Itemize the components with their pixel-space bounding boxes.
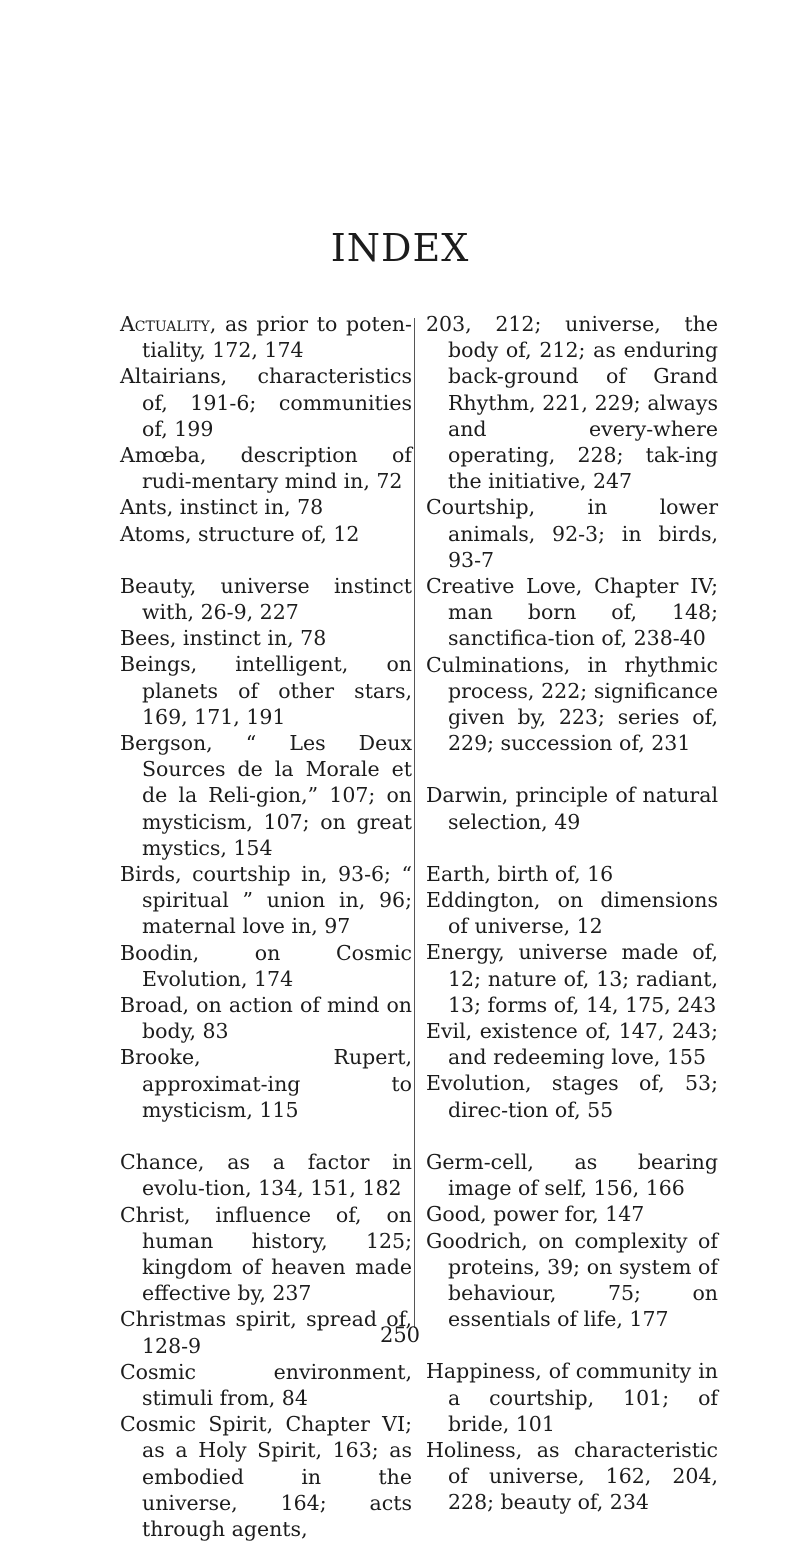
- index-entry-text: Eddington, on dimensions of universe, 12: [426, 888, 718, 939]
- index-entry: [120, 651, 412, 730]
- index-entry: [120, 625, 412, 651]
- index-entry: [120, 573, 412, 625]
- index-entry: [120, 521, 412, 547]
- index-entry: [426, 782, 718, 834]
- index-entry-text: Creative Love, Chapter IV; man born of, 148; sanctifica-tion of, 238-40: [426, 574, 718, 651]
- index-entry: [426, 1018, 718, 1070]
- index-entry: [120, 992, 412, 1044]
- index-entry: [120, 730, 412, 861]
- index-entry-headword: Actuality: [120, 312, 210, 336]
- index-entry-text: , as prior to poten-tiality, 172, 174: [142, 312, 412, 363]
- index-entry-text: 203, 212; universe, the body of, 212; as enduring back-ground of Grand Rhythm, 221, 229; always and every-where operating, 228; tak-ing the initiative, 247: [426, 312, 718, 494]
- index-entry-text: Holiness, as characteristic of universe, 162, 204, 228; beauty of, 234: [426, 1437, 718, 1515]
- index-entry-text: Darwin, principle of natural selection, 49: [426, 783, 718, 834]
- index-entry: [120, 1411, 412, 1542]
- index-entry-text: Cosmic Spirit, Chapter VI; as a Holy Spirit, 163; as embodied in the universe, 164; acts through agents,: [120, 1412, 412, 1541]
- index-entry-text: Good, power for, 147: [426, 1202, 645, 1227]
- index-entry-text: Christ, influence of, on human history, 125; kingdom of heaven made effective by, 237: [120, 1202, 412, 1306]
- index-entry-text: Evolution, stages of, 53; direc-tion of, 55: [426, 1071, 718, 1122]
- index-entry-text: Bees, instinct in, 78: [120, 626, 327, 651]
- index-entry-text: Happiness, of community in a courtship, 101; of bride, 101: [426, 1359, 718, 1436]
- index-entry: [120, 363, 412, 442]
- index-entry-text: Cosmic environment, stimuli from, 84: [120, 1359, 412, 1410]
- index-entry: [426, 1437, 718, 1516]
- index-entry: [426, 1149, 718, 1201]
- index-entry: [426, 494, 718, 573]
- index-entry-text: Chance, as a factor in evolu-tion, 134, 151, 182: [120, 1150, 412, 1201]
- index-entry-text: Courtship, in lower animals, 92-3; in birds, 93-7: [426, 495, 718, 572]
- index-entry-text: Altairians, characteristics of, 191-6; communities of, 199: [120, 364, 412, 441]
- index-entry-text: Christmas spirit, spread of, 128-9: [120, 1307, 412, 1358]
- index-entry-text: Beings, intelligent, on planets of other stars, 169, 171, 191: [120, 652, 412, 729]
- index-entry: [120, 1149, 412, 1201]
- page-number: 250: [379, 1323, 421, 1347]
- index-entry-text: Ants, instinct in, 78: [120, 495, 324, 520]
- index-entry-text: Earth, birth of, 16: [426, 861, 614, 886]
- index-entry: [426, 573, 718, 652]
- index-entry-text: Evil, existence of, 147, 243; and redeeming love, 155: [426, 1019, 718, 1070]
- index-entry-text: Beauty, universe instinct with, 26-9, 227: [120, 573, 412, 625]
- index-entry-text: Brooke, Rupert, approximat-ing to mysticism, 115: [120, 1045, 412, 1122]
- index-entry: [120, 940, 412, 992]
- index-entry-text: Germ-cell, as bearing image of self, 156, 166: [426, 1149, 718, 1201]
- index-entry: [120, 442, 412, 494]
- index-entry: [120, 1044, 412, 1123]
- index-entry-text: Birds, courtship in, 93-6; “ spiritual ” union in, 96; maternal love in, 97: [120, 862, 412, 939]
- index-entry: [426, 887, 718, 939]
- index-entry: [120, 494, 412, 520]
- index-entry-text: Goodrich, on complexity of proteins, 39; on system of behaviour, 75; on essentials of life, 177: [426, 1228, 718, 1332]
- index-column-left: [120, 311, 412, 1542]
- index-entry-text: Culminations, in rhythmic process, 222; significance given by, 223; series of, 229; succession of, 231: [426, 652, 718, 756]
- index-entry-text: Atoms, structure of, 12: [120, 521, 360, 546]
- index-entry: [120, 1359, 412, 1411]
- index-entry-text: Amœba, description of rudi-mentary mind in, 72: [120, 443, 412, 494]
- column-divider: [414, 318, 415, 1328]
- index-entry: [426, 861, 718, 887]
- index-entry-text: Boodin, on Cosmic Evolution, 174: [120, 940, 412, 991]
- index-entry: [120, 1202, 412, 1307]
- index-entry: [426, 1201, 718, 1227]
- index-entry: [120, 311, 412, 363]
- page-title: INDEX: [330, 226, 470, 270]
- index-entry: [426, 1228, 718, 1333]
- index-entry: [426, 939, 718, 1018]
- index-entry: [426, 652, 718, 757]
- index-entry-text: Bergson, “ Les Deux Sources de la Morale et de la Reli-gion,” 107; on mysticism, 107; on great mystics, 154: [120, 731, 412, 860]
- index-entry-text: Broad, on action of mind on body, 83: [120, 993, 412, 1044]
- index-entry: [120, 861, 412, 940]
- index-entry: [426, 1358, 718, 1437]
- index-entry-text: Energy, universe made of, 12; nature of, 13; radiant, 13; forms of, 14, 175, 243: [426, 940, 718, 1017]
- index-entry: [426, 1070, 718, 1122]
- index-entry: [426, 311, 718, 494]
